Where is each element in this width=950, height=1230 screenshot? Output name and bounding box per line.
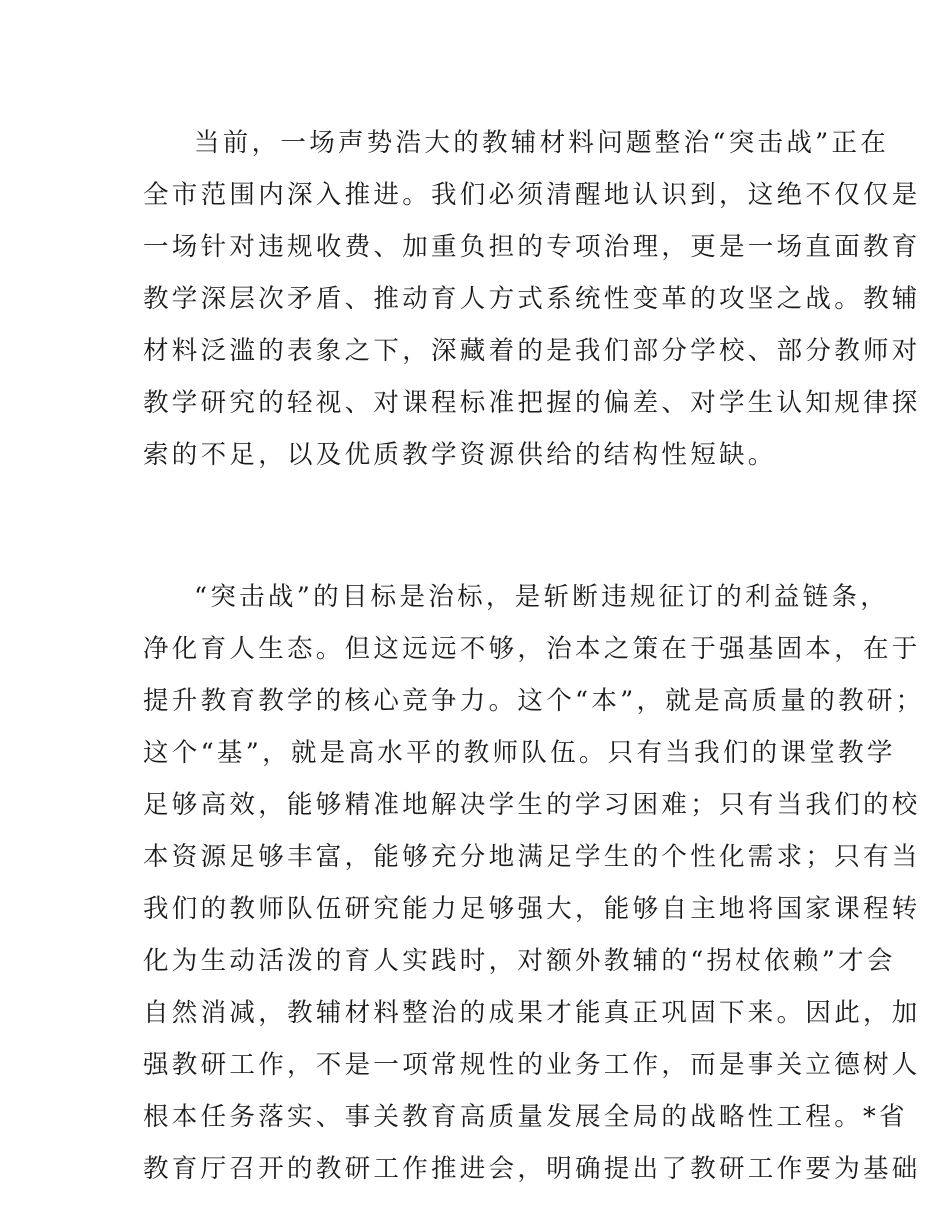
paragraph-line: 净化育人生态。但这远远不够，治本之策在于强基固本，在于 — [143, 634, 921, 664]
paragraph-line: 全市范围内深入推进。我们必须清醒地认识到，这绝不仅仅是 — [143, 180, 921, 210]
paragraph-line: 我们的教师队伍研究能力足够强大，能够自主地将国家课程转 — [143, 894, 921, 924]
paragraph-line: 教学深层次矛盾、推动育人方式系统性变革的攻坚之战。教辅 — [143, 284, 921, 314]
paragraph-line: 这个“基”，就是高水平的教师队伍。只有当我们的课堂教学 — [143, 738, 896, 768]
paragraph-line: “突击战”的目标是治标，是斩断违规征订的利益链条， — [194, 582, 890, 612]
paragraph-line: 当前，一场声势浩大的教辅材料问题整治“突击战”正在 — [194, 128, 890, 158]
paragraph-1 — [143, 117, 921, 481]
paragraph-line: 根本任务落实、事关教育高质量发展全局的战略性工程。*省 — [143, 1102, 908, 1132]
paragraph-line: 提升教育教学的核心竞争力。这个“本”，就是高质量的教研； — [143, 686, 925, 716]
paragraph-line: 教学研究的轻视、对课程标准把握的偏差、对学生认知规律探 — [143, 388, 921, 418]
paragraph-line: 本资源足够丰富，能够充分地满足学生的个性化需求；只有当 — [143, 842, 921, 872]
paragraph-line: 索的不足，以及优质教学资源供给的结构性短缺。 — [143, 440, 777, 470]
paragraph-line: 材料泛滥的表象之下，深藏着的是我们部分学校、部分教师对 — [143, 336, 921, 366]
paragraph-2 — [143, 571, 925, 1195]
paragraph-line: 足够高效，能够精准地解决学生的学习困难；只有当我们的校 — [143, 790, 921, 820]
paragraph-line: 自然消减，教辅材料整治的成果才能真正巩固下来。因此，加 — [143, 998, 921, 1028]
paragraph-line: 教育厅召开的教研工作推进会，明确提出了教研工作要为基础 — [143, 1154, 921, 1184]
paragraph-line: 强教研工作，不是一项常规性的业务工作，而是事关立德树人 — [143, 1050, 921, 1080]
paragraph-line: 一场针对违规收费、加重负担的专项治理，更是一场直面教育 — [143, 232, 921, 262]
paragraph-line: 化为生动活泼的育人实践时，对额外教辅的“拐杖依赖”才会 — [143, 946, 896, 976]
